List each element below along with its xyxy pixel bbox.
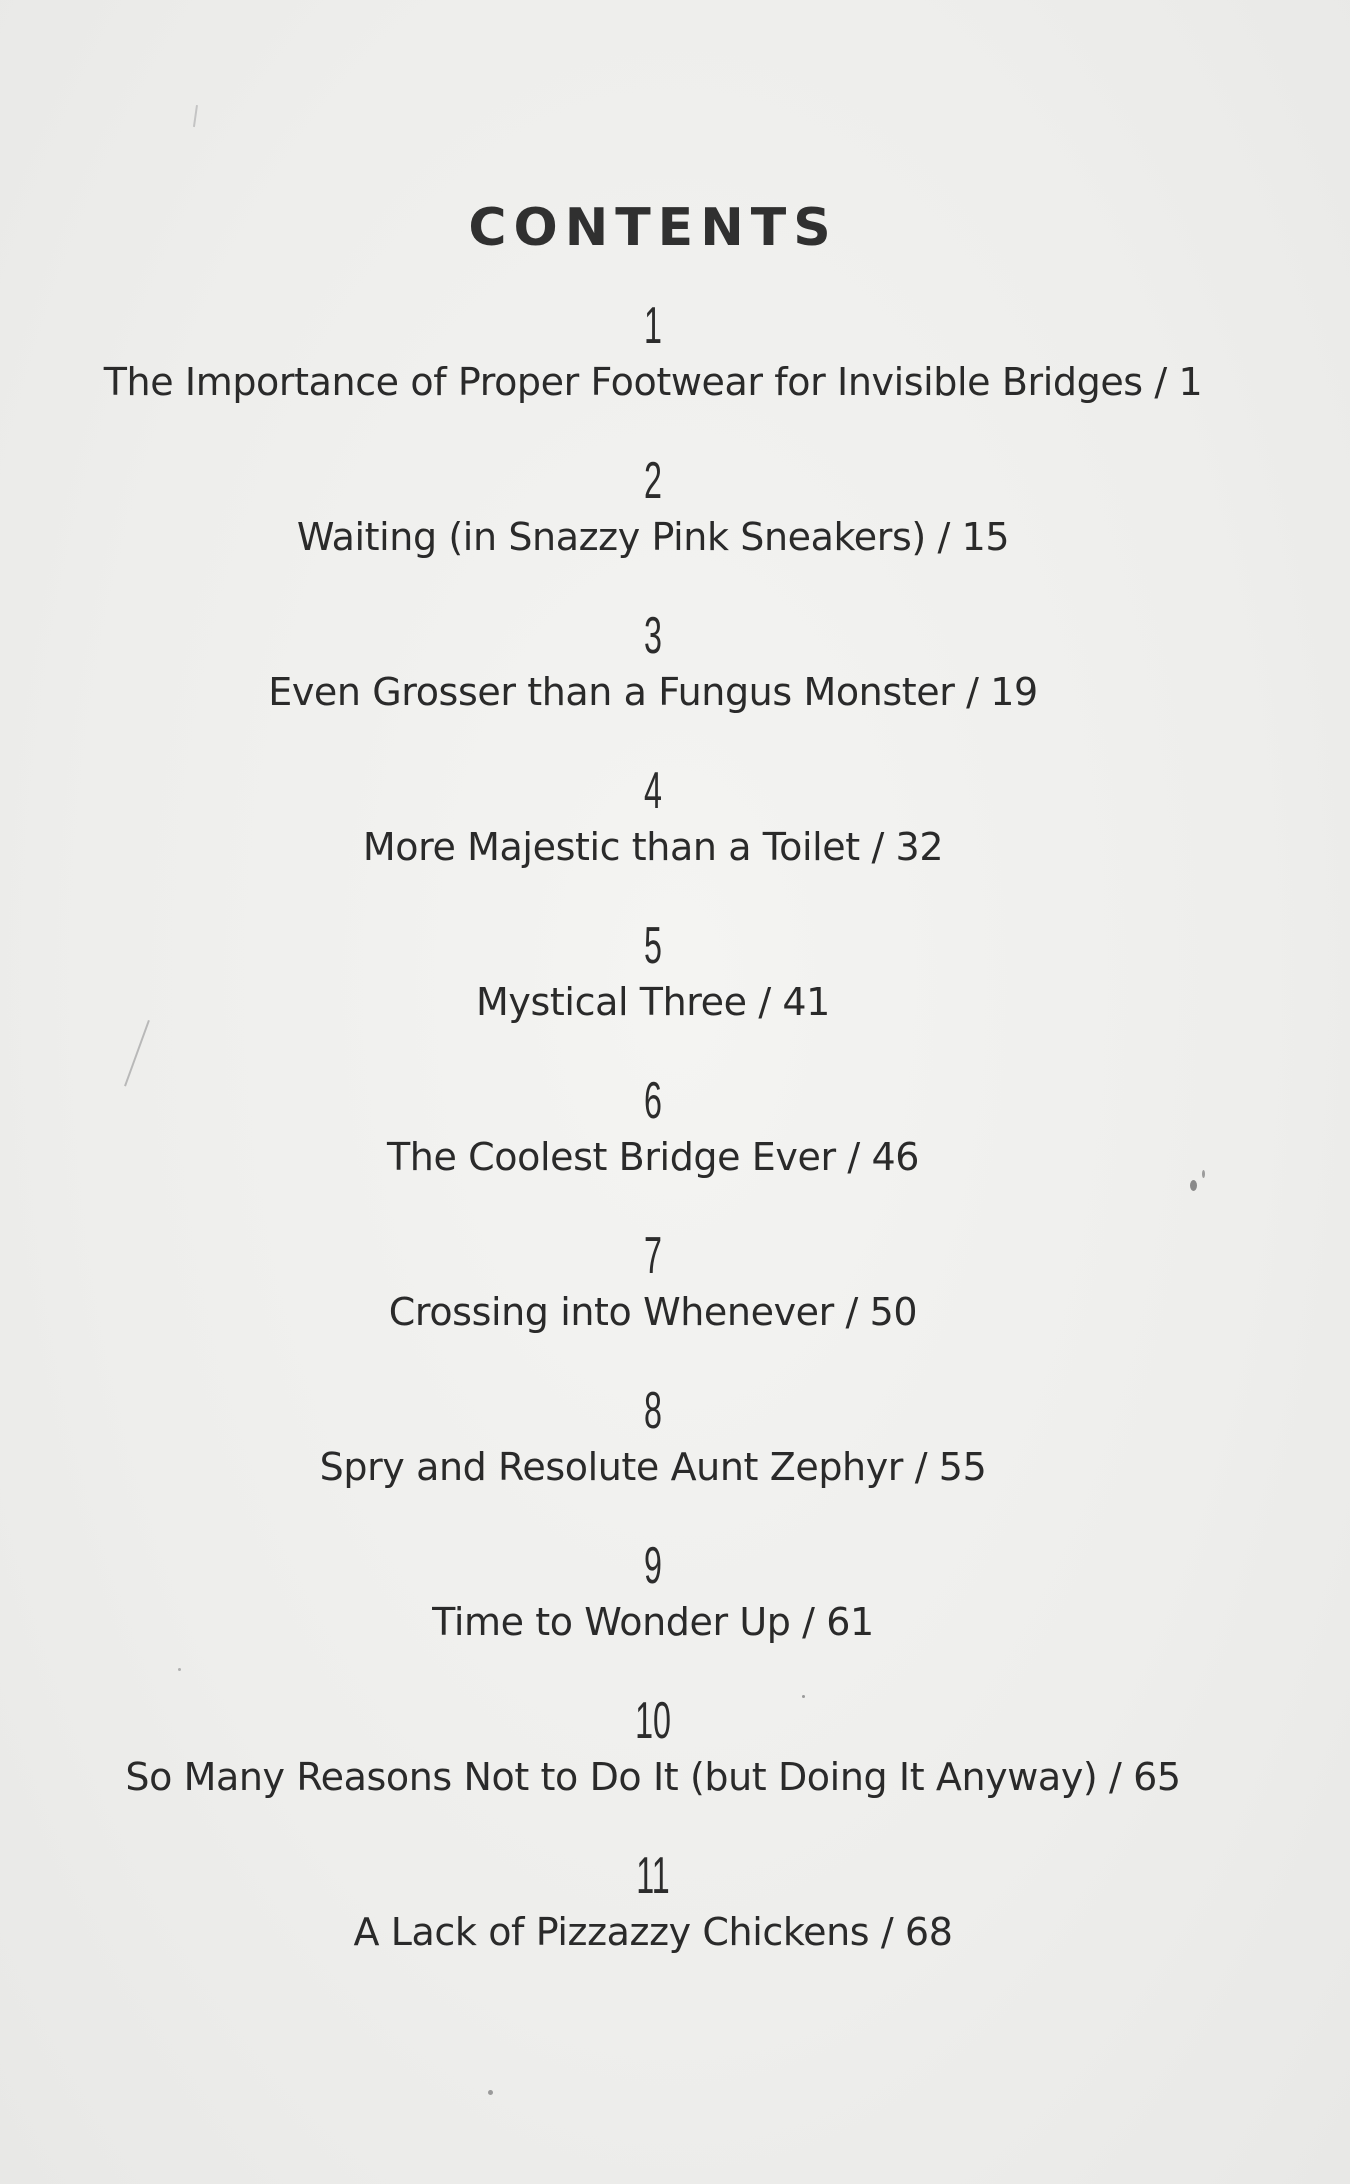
chapter-number: 7	[644, 1227, 662, 1285]
chapter-number: 10	[635, 1692, 671, 1750]
chapter-title: Crossing into Whenever / 50	[388, 1290, 918, 1334]
chapter-number: 2	[644, 452, 662, 510]
paper-speck	[1190, 1180, 1197, 1191]
chapter-number: 6	[644, 1072, 662, 1130]
paper-mark	[193, 105, 198, 127]
chapter-title: The Coolest Bridge Ever / 46	[386, 1135, 920, 1179]
paper-speck	[178, 1668, 181, 1671]
toc-entry-6	[0, 1070, 1306, 1182]
toc-entry-4	[0, 760, 1306, 872]
chapter-number: 11	[636, 1847, 670, 1905]
chapter-title: More Majestic than a Toilet / 32	[362, 825, 944, 869]
chapter-number: 4	[644, 762, 662, 820]
toc-entry-2	[0, 450, 1306, 562]
toc-entry-5	[0, 915, 1306, 1027]
contents-heading: CONTENTS	[468, 198, 838, 258]
chapter-number: 5	[644, 917, 662, 975]
paper-speck	[802, 1695, 805, 1698]
chapter-number: 9	[644, 1537, 662, 1595]
chapter-title: Mystical Three / 41	[476, 980, 830, 1024]
chapter-title: A Lack of Pizzazzy Chickens / 68	[353, 1910, 953, 1954]
chapter-title: Waiting (in Snazzy Pink Sneakers) / 15	[296, 515, 1010, 559]
toc-entry-3	[0, 605, 1306, 717]
toc-entry-11	[0, 1845, 1306, 1957]
toc-entry-8	[0, 1380, 1306, 1492]
chapter-title: The Importance of Proper Footwear for Invisible Bridges / 1	[103, 360, 1203, 404]
toc-entry-7	[0, 1225, 1306, 1337]
toc-entry-1	[0, 295, 1306, 407]
chapter-number: 8	[644, 1382, 662, 1440]
toc-entry-9	[0, 1535, 1306, 1647]
chapter-title: Spry and Resolute Aunt Zephyr / 55	[319, 1445, 987, 1489]
paper-speck	[1202, 1170, 1205, 1178]
chapter-number: 1	[644, 297, 662, 355]
chapter-title: Time to Wonder Up / 61	[432, 1600, 874, 1644]
paper-speck	[488, 2090, 493, 2095]
chapter-title: Even Grosser than a Fungus Monster / 19	[268, 670, 1038, 714]
chapter-title: So Many Reasons Not to Do It (but Doing It Anyway) / 65	[125, 1755, 1181, 1799]
toc-entry-10	[0, 1690, 1306, 1802]
chapter-number: 3	[644, 607, 662, 665]
